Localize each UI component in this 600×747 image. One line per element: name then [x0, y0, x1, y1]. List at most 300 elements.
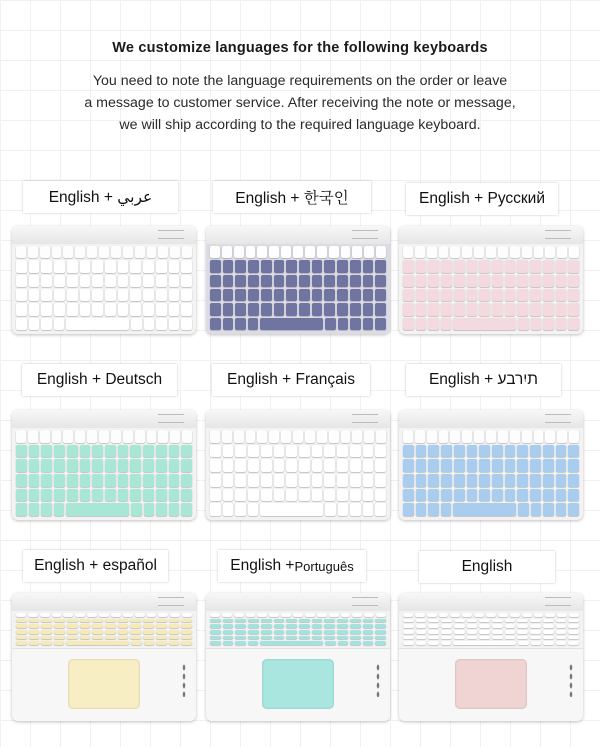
key [415, 430, 425, 443]
key [363, 445, 374, 458]
key [16, 630, 27, 634]
key [299, 445, 310, 458]
key [454, 303, 465, 315]
key [505, 636, 516, 640]
key [363, 636, 374, 640]
key [223, 641, 234, 645]
key [517, 636, 528, 640]
key [105, 619, 116, 623]
key [324, 636, 335, 640]
key [312, 303, 323, 315]
key [105, 474, 116, 487]
key [169, 641, 180, 645]
key [530, 624, 541, 628]
keyboard-arabic [12, 226, 196, 334]
key [462, 613, 472, 617]
key [235, 275, 246, 287]
key [181, 489, 192, 502]
key [16, 636, 27, 640]
keyboard-top-bar [12, 226, 196, 244]
key [147, 430, 157, 443]
key [428, 624, 439, 628]
key [130, 260, 141, 272]
key [450, 430, 460, 443]
key [234, 430, 244, 443]
key [350, 459, 361, 472]
key [223, 445, 234, 458]
key [169, 636, 180, 640]
key [156, 619, 167, 623]
key [131, 503, 142, 516]
key [130, 303, 141, 315]
key [16, 246, 26, 258]
key [223, 630, 234, 634]
key [375, 459, 386, 472]
keyboard-german [12, 410, 196, 520]
key [143, 619, 154, 623]
key [350, 489, 361, 502]
key [286, 624, 297, 628]
key [143, 624, 154, 628]
key [130, 636, 141, 640]
key [29, 474, 40, 487]
key [375, 619, 386, 623]
key [274, 289, 285, 301]
key [467, 630, 478, 634]
key [568, 636, 579, 640]
key [479, 260, 490, 272]
key [441, 289, 452, 301]
key [223, 275, 234, 287]
key [531, 641, 542, 645]
key [299, 489, 310, 502]
key [210, 260, 221, 272]
key [299, 260, 310, 272]
key [181, 474, 192, 487]
key [118, 289, 129, 301]
key [235, 503, 246, 516]
key [52, 430, 62, 443]
key [337, 445, 348, 458]
key [80, 619, 91, 623]
touchpad [455, 659, 527, 709]
key [223, 459, 234, 472]
key-grid [16, 613, 192, 645]
key [286, 459, 297, 472]
key [92, 489, 103, 502]
key [210, 275, 221, 287]
key [99, 613, 109, 617]
key [269, 613, 279, 617]
key [428, 641, 439, 645]
key [568, 489, 579, 502]
key [479, 445, 490, 458]
key [517, 260, 528, 272]
key [158, 246, 168, 258]
key [286, 303, 297, 315]
key [54, 445, 65, 458]
key [169, 275, 180, 287]
key [41, 318, 52, 330]
key [299, 275, 310, 287]
key [261, 630, 272, 634]
key [210, 474, 221, 487]
key [234, 613, 244, 617]
key [181, 636, 192, 640]
key [479, 624, 490, 628]
key [54, 503, 65, 516]
key [87, 430, 97, 443]
key [16, 613, 26, 617]
key [170, 613, 180, 617]
key [143, 474, 154, 487]
touch-area [206, 648, 390, 721]
key [274, 260, 285, 272]
key [338, 318, 349, 330]
key [403, 474, 414, 487]
key [415, 246, 425, 258]
key [337, 260, 348, 272]
label-hebrew: English + תיִרבע [406, 364, 561, 396]
key [324, 260, 335, 272]
key [403, 430, 413, 443]
key [118, 624, 129, 628]
key [248, 619, 259, 623]
key [222, 430, 232, 443]
key [317, 613, 327, 617]
key [454, 619, 465, 623]
key [568, 445, 579, 458]
key [80, 289, 91, 301]
key [364, 246, 374, 258]
key [375, 318, 386, 330]
key [474, 430, 484, 443]
key-grid [210, 430, 386, 516]
key [492, 289, 503, 301]
key [210, 318, 221, 330]
key [510, 613, 520, 617]
key [248, 303, 259, 315]
key [16, 474, 27, 487]
key [257, 246, 267, 258]
key [568, 641, 579, 645]
key [517, 275, 528, 287]
key [170, 246, 180, 258]
key [248, 289, 259, 301]
key [543, 459, 554, 472]
key [568, 260, 579, 272]
key [54, 318, 65, 330]
key [54, 474, 65, 487]
key [352, 246, 362, 258]
key [67, 275, 78, 287]
key [556, 318, 567, 330]
key [534, 246, 544, 258]
key [75, 613, 85, 617]
key [235, 445, 246, 458]
key [337, 489, 348, 502]
key [40, 613, 50, 617]
key [80, 489, 91, 502]
key [568, 503, 579, 516]
key [416, 619, 427, 623]
key [210, 246, 220, 258]
key [439, 246, 449, 258]
key [462, 246, 472, 258]
key [505, 630, 516, 634]
key [403, 246, 413, 258]
key [92, 636, 103, 640]
key [363, 318, 374, 330]
key [568, 624, 579, 628]
key [543, 636, 554, 640]
key [337, 636, 348, 640]
key [261, 303, 272, 315]
key [118, 275, 129, 287]
key [130, 459, 141, 472]
key [41, 619, 52, 623]
key [67, 489, 78, 502]
key [135, 613, 145, 617]
key [75, 246, 85, 258]
key [131, 318, 142, 330]
key [403, 318, 414, 330]
label-german: English + Deutsch [22, 364, 177, 396]
key [352, 430, 362, 443]
key [130, 624, 141, 628]
label-russian: English + Русский [406, 183, 558, 215]
key [312, 275, 323, 287]
key [80, 445, 91, 458]
key [182, 613, 192, 617]
key [169, 630, 180, 634]
key [156, 489, 167, 502]
key [118, 489, 129, 502]
key [210, 503, 221, 516]
keyboard-top-bar [206, 593, 390, 611]
key [474, 613, 484, 617]
key [210, 624, 221, 628]
key [517, 303, 528, 315]
key [517, 619, 528, 623]
key [16, 641, 27, 645]
key [305, 246, 315, 258]
key [416, 641, 427, 645]
key [329, 246, 339, 258]
key [403, 260, 414, 272]
key [223, 503, 234, 516]
touchpad [262, 659, 334, 709]
key [54, 289, 65, 301]
key [181, 641, 192, 645]
key [40, 430, 50, 443]
key [41, 303, 52, 315]
key [130, 445, 141, 458]
key [170, 430, 180, 443]
key [337, 289, 348, 301]
key [403, 303, 414, 315]
keyboard-spanish [12, 593, 196, 721]
key [428, 630, 439, 634]
key [169, 474, 180, 487]
key [181, 624, 192, 628]
key [441, 260, 452, 272]
key [517, 445, 528, 458]
key [350, 275, 361, 287]
key [324, 630, 335, 634]
key [375, 624, 386, 628]
keyboard-top-bar [12, 410, 196, 428]
key [87, 246, 97, 258]
key [234, 246, 244, 258]
key [29, 260, 40, 272]
bluetooth-indicator-icon [545, 230, 571, 239]
key [505, 275, 516, 287]
key [286, 489, 297, 502]
key [169, 303, 180, 315]
key [543, 303, 554, 315]
key [416, 445, 427, 458]
bluetooth-indicator-icon [158, 414, 184, 423]
key [530, 445, 541, 458]
key [556, 445, 567, 458]
key [556, 624, 567, 628]
key [498, 246, 508, 258]
key [441, 303, 452, 315]
key [67, 619, 78, 623]
key [454, 630, 465, 634]
key [222, 613, 232, 617]
key [427, 246, 437, 258]
key [569, 246, 579, 258]
key [492, 474, 503, 487]
key [54, 459, 65, 472]
key [492, 624, 503, 628]
key [261, 459, 272, 472]
key [118, 474, 129, 487]
key [156, 303, 167, 315]
key [363, 630, 374, 634]
key [403, 613, 413, 617]
key [364, 430, 374, 443]
key [29, 303, 40, 315]
key [517, 474, 528, 487]
key [467, 275, 478, 287]
key [29, 445, 40, 458]
key [144, 641, 155, 645]
key [210, 459, 221, 472]
key [248, 275, 259, 287]
key [29, 619, 40, 623]
key [403, 619, 414, 623]
key [281, 613, 291, 617]
key [416, 624, 427, 628]
key [257, 430, 267, 443]
key [286, 474, 297, 487]
key [453, 318, 516, 330]
key [54, 275, 65, 287]
key [479, 275, 490, 287]
key [375, 503, 386, 516]
key [261, 260, 272, 272]
key [317, 430, 327, 443]
keyboard-french [206, 410, 390, 520]
key [439, 430, 449, 443]
key [223, 474, 234, 487]
key [118, 303, 129, 315]
key [428, 636, 439, 640]
touchpad [68, 659, 140, 709]
key [41, 275, 52, 287]
key [531, 503, 542, 516]
key [363, 289, 374, 301]
key [210, 641, 221, 645]
key [312, 445, 323, 458]
key [248, 641, 259, 645]
touch-area [12, 648, 196, 721]
key [441, 630, 452, 634]
key [248, 503, 259, 516]
key [111, 430, 121, 443]
key [441, 318, 452, 330]
key [105, 636, 116, 640]
key [363, 260, 374, 272]
key [29, 641, 40, 645]
key [92, 260, 103, 272]
key [441, 636, 452, 640]
key [299, 474, 310, 487]
key [118, 445, 129, 458]
key [492, 489, 503, 502]
key [111, 613, 121, 617]
key [248, 445, 259, 458]
key [428, 303, 439, 315]
key [428, 459, 439, 472]
key [66, 503, 129, 516]
key [156, 641, 167, 645]
key [235, 303, 246, 315]
key [453, 641, 516, 645]
key [312, 289, 323, 301]
key [543, 474, 554, 487]
key [505, 619, 516, 623]
key [474, 246, 484, 258]
key [67, 445, 78, 458]
key [16, 430, 26, 443]
key [505, 489, 516, 502]
key [492, 303, 503, 315]
key [492, 260, 503, 272]
key [54, 624, 65, 628]
bluetooth-indicator-icon [352, 597, 378, 606]
key [530, 474, 541, 487]
key [522, 246, 532, 258]
key [454, 459, 465, 472]
key [427, 430, 437, 443]
key [257, 613, 267, 617]
key [181, 275, 192, 287]
key [63, 613, 73, 617]
touch-area [399, 648, 583, 721]
key [261, 275, 272, 287]
key [299, 459, 310, 472]
key [143, 489, 154, 502]
key [118, 619, 129, 623]
key [248, 474, 259, 487]
key [223, 260, 234, 272]
key [428, 289, 439, 301]
key [131, 641, 142, 645]
